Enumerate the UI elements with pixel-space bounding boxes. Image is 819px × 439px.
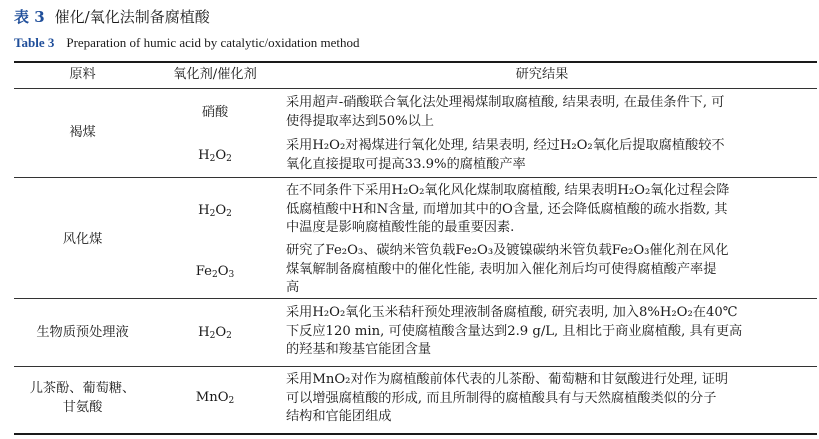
material-line: 甘氨酸 [62,399,103,415]
result-line: 在不同条件下采用H₂O₂氧化风化煤制取腐植酸, 结果表明H₂O₂氧化过程会降 [286,183,730,198]
material-line: 儿茶酚、葡萄糖、 [29,381,136,396]
result-line: 结构和官能团组成 [286,409,392,424]
result-line: 使得提取率达到50%以上 [286,113,434,129]
result-line: 煤氧解制备腐植酸中的催化性能, 表明加入催化剂后均可使得腐植酸产率提 [286,261,717,277]
result-line: 研究了Fe₂O₃、碳纳米管负载Fe₂O₃及镀镍碳纳米管负载Fe₂O₃催化剂在风化 [286,243,729,258]
row-divider [14,177,817,178]
result-line: 下反应120 min, 可使腐植酸含量达到2.9 g/L, 且相比于商业腐植酸, 具有更高 [286,323,743,339]
row-divider [14,366,817,367]
table-caption-en [14,33,359,53]
header-rule [14,88,817,89]
result-line: 氧化直接提取可提高33.9%的腐植酸产率 [286,156,526,172]
agent-cell: 硝酸 [201,105,229,120]
result-line: 采用H₂O₂对褐煤进行氧化处理, 结果表明, 经过H₂O₂氧化后提取腐植酸较不 [286,138,725,153]
table-title-en: Preparation of humic acid by catalytic/oxidation method [66,35,360,50]
result-cell [286,304,798,360]
agent-cell: $Fe_2O_3$ [195,264,235,280]
material-cell [14,380,151,417]
material-cell: 褐煤 [69,125,96,140]
result-cell [286,371,798,427]
table-label-en: Table 3 [14,35,55,50]
agent-cell: $H_2O_2$ [198,203,232,219]
row-divider [14,298,817,299]
result-cell [286,242,798,298]
result-line: 高 [286,280,300,295]
agent-cell: $H_2O_2$ [198,325,232,341]
agent-cell: MnO$_2$ [195,390,235,406]
result-line: 中温度是影响腐植酸性能的最重要因素. [286,220,515,235]
table-title-cn: 催化/氧化法制备腐植酸 [54,8,210,26]
column-header-material: 原料 [69,67,96,82]
result-line: 采用MnO₂对作为腐植酸前体代表的儿茶酚、葡萄糖和甘氨酸进行处理, 证明 [286,372,729,387]
result-line: 采用H₂O₂氧化玉米秸秆预处理液制备腐植酸, 研究表明, 加入8%H₂O₂在40℃ [286,305,738,320]
column-header-results: 研究结果 [515,67,569,82]
agent-cell: $H_2O_2$ [198,148,232,164]
table-caption-cn [14,6,210,28]
result-line: 采用超声-硝酸联合氧化法处理褐煤制取腐植酸, 结果表明, 在最佳条件下, 可 [286,95,725,110]
result-cell [286,137,798,174]
result-line: 的羟基和羧基官能团含量 [286,342,432,357]
result-line: 可以增强腐植酸的形成, 而且所制得的腐植酸具有与天然腐植酸类似的分子 [286,390,717,406]
result-cell [286,182,798,238]
material-cell: 风化煤 [62,232,103,247]
material-cell: 生物质预处理液 [36,325,129,340]
bottom-rule [14,433,817,435]
result-line: 低腐植酸中H和N含量, 而增加其中的O含量, 还会降低腐植酸的疏水指数, 其 [286,201,728,217]
table-label-cn: 表 3 [14,8,45,26]
top-rule [14,61,817,63]
column-header-agent: 氧化剂/催化剂 [173,67,257,82]
result-cell [286,94,798,131]
